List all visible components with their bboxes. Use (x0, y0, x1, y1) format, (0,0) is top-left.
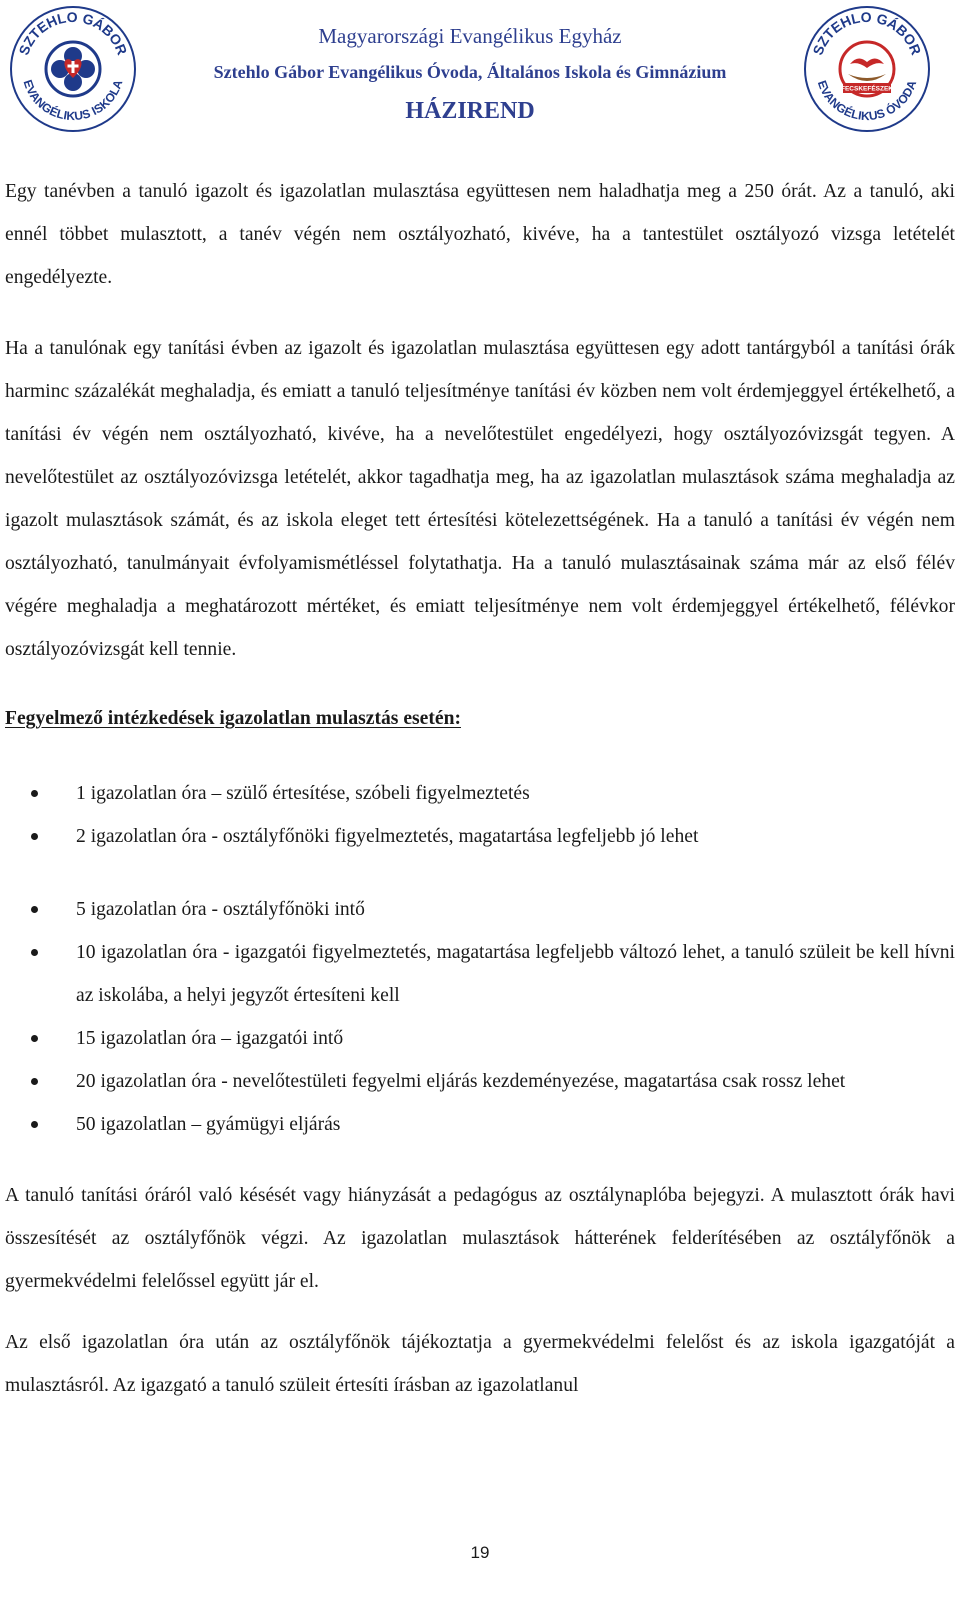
list-item: 20 igazolatlan óra - nevelőtestületi fegyelmi eljárás kezdeményezése, magatartása csak rossz lehet (5, 1060, 955, 1103)
paragraph-subject-absence: Ha a tanulónak egy tanítási évben az igazolt és igazolatlan mulasztása együttesen egy adott tantárgyból a tanítási órák harminc százalékát meghaladja, és emiatt a tanuló teljesítménye tanítási év közben nem volt érdemjeggyel értékelhető, a tanítási év végén nem osztályozható, kivéve, ha a nevelőtestület engedélyezi, hogy osztályozóvizsgát tegyen. A nevelőtestület az osztályozóvizsga letételét, akkor tagadhatja meg, ha az igazolatlan mulasztások száma meghaladja az igazolt mulasztások számát, és az iskola eleget tett értesítési kötelezettségének. Ha a tanuló a tanítási év végén nem osztályozható, tanulmányait évfolyamismétléssel folytathatja. Ha a tanuló mulasztásainak száma már az első félév végére meghaladja a meghatározott mértéket, és emiatt teljesítménye nem volt érdemjeggyel értékelhető, félévkor osztályozóvizsgát kell tennie. (5, 338, 955, 660)
school-logo-left (8, 4, 138, 134)
disciplinary-measures-list-1 (5, 772, 955, 858)
list-item: 5 igazolatlan óra - osztályfőnöki intő (5, 888, 955, 931)
disciplinary-measures-list-2 (5, 888, 955, 1146)
paragraph-absence-limit: Egy tanévben a tanuló igazolt és igazolatlan mulasztása együttesen nem haladhatja meg a 250 órát. Az a tanuló, aki ennél többet mulasztott, a tanév végén nem osztályozható, kivéve, ha a tantestület osztályozó vizsga letételét engedélyezte. (5, 181, 955, 288)
logo-right-bottom-text: EVANGÉLIKUS ÓVODA (814, 78, 920, 124)
logo-right-banner: FECSKEFÉSZEK (840, 85, 894, 93)
list-item: 50 igazolatlan – gyámügyi eljárás (5, 1103, 955, 1146)
document-body (5, 170, 955, 1407)
header-church-name: Magyarországi Evangélikus Egyház (318, 24, 622, 48)
kindergarten-logo-right (802, 4, 932, 134)
logo-right-top-text: SZTEHLO GÁBOR (809, 8, 925, 58)
luther-rose-icon (46, 42, 100, 96)
list-item: 2 igazolatlan óra - osztályfőnöki figyelmeztetés, magatartása legfeljebb jó lehet (5, 815, 955, 858)
header-institution-name: Sztehlo Gábor Evangélikus Óvoda, Általános Iskola és Gimnázium (213, 62, 727, 82)
nest-emblem-icon (840, 42, 894, 96)
document-title: HÁZIREND (405, 98, 535, 124)
paragraph-first-absence: Az első igazolatlan óra után az osztályfőnök tájékoztatja a gyermekvédelmi felelőst és az iskola igazgatóját a mulasztásról. Az igazgató a tanuló szüleit értesíti írásban az igazolatlanul (5, 1332, 955, 1396)
list-item: 1 igazolatlan óra – szülő értesítése, szóbeli figyelmeztetés (5, 772, 955, 815)
paragraph-lateness: A tanuló tanítási óráról való késését vagy hiányzását a pedagógus az osztálynaplóba bejegyzi. A mulasztott órák havi összesítését az osztályfőnök végzi. Az igazolatlan mulasztások hátterének felderítésében az osztályfőnök a gyermekvédelmi felelőssel együtt jár el. (5, 1185, 955, 1292)
logo-left-bottom-text: EVANGÉLIKUS ISKOLA (20, 77, 126, 124)
list-item: 10 igazolatlan óra - igazgatói figyelmeztetés, magatartása legfeljebb változó lehet, a tanuló szüleit be kell hívni az iskolába, a helyi jegyzőt értesíteni kell (5, 931, 955, 1017)
page-header (0, 0, 960, 140)
section-heading: Fegyelmező intézkedések igazolatlan mulasztás esetén: (5, 708, 461, 729)
page-number: 19 (470, 1543, 490, 1562)
logo-left-top-text: SZTEHLO GÁBOR (15, 8, 131, 58)
list-item: 15 igazolatlan óra – igazgatói intő (5, 1017, 955, 1060)
